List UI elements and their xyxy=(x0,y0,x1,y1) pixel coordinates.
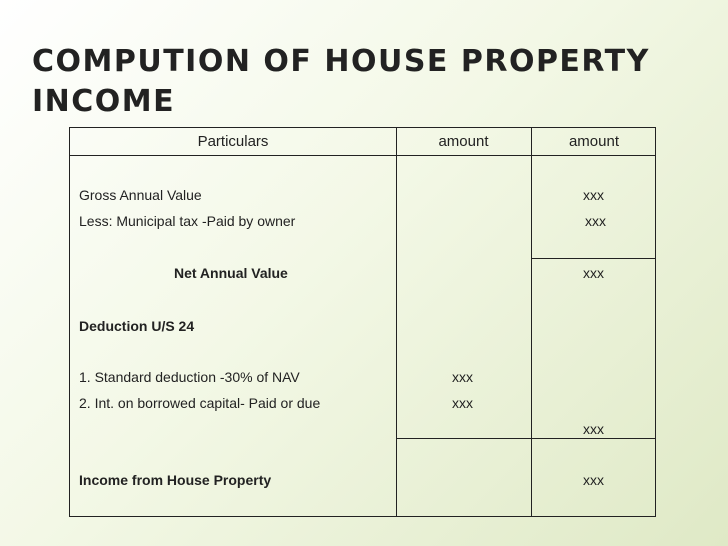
row-std-label: 1. Standard deduction -30% of NAV xyxy=(79,369,300,385)
row-interest-amount: xxx xyxy=(452,395,473,411)
table-header-row xyxy=(70,128,655,156)
column-divider-1 xyxy=(396,128,397,516)
header-amount-1: amount xyxy=(438,133,489,150)
row-total-deduction-amount: xxx xyxy=(583,421,604,437)
row-nav-label: Net Annual Value xyxy=(174,265,288,281)
row-municipal-amount: xxx xyxy=(585,213,606,229)
row-deduction-label: Deduction U/S 24 xyxy=(79,318,195,334)
total-divider xyxy=(396,438,655,439)
column-divider-2 xyxy=(531,128,532,516)
row-std-amount: xxx xyxy=(452,369,473,385)
nav-divider xyxy=(531,258,655,259)
row-municipal-label: Less: Municipal tax -Paid by owner xyxy=(79,213,296,229)
computation-table xyxy=(69,127,656,517)
row-income-label: Income from House Property xyxy=(79,472,272,488)
row-nav-amount: xxx xyxy=(583,265,604,281)
slide-title: COMPUTION OF HOUSE PROPERTY INCOME xyxy=(32,44,650,119)
row-gav-label: Gross Annual Value xyxy=(79,187,202,203)
header-amount-2: amount xyxy=(568,133,620,150)
row-income-amount: xxx xyxy=(583,472,604,488)
header-particulars: Particulars xyxy=(197,133,269,150)
row-interest-label: 2. Int. on borrowed capital- Paid or due xyxy=(79,395,321,411)
row-gav-amount: xxx xyxy=(583,187,604,203)
